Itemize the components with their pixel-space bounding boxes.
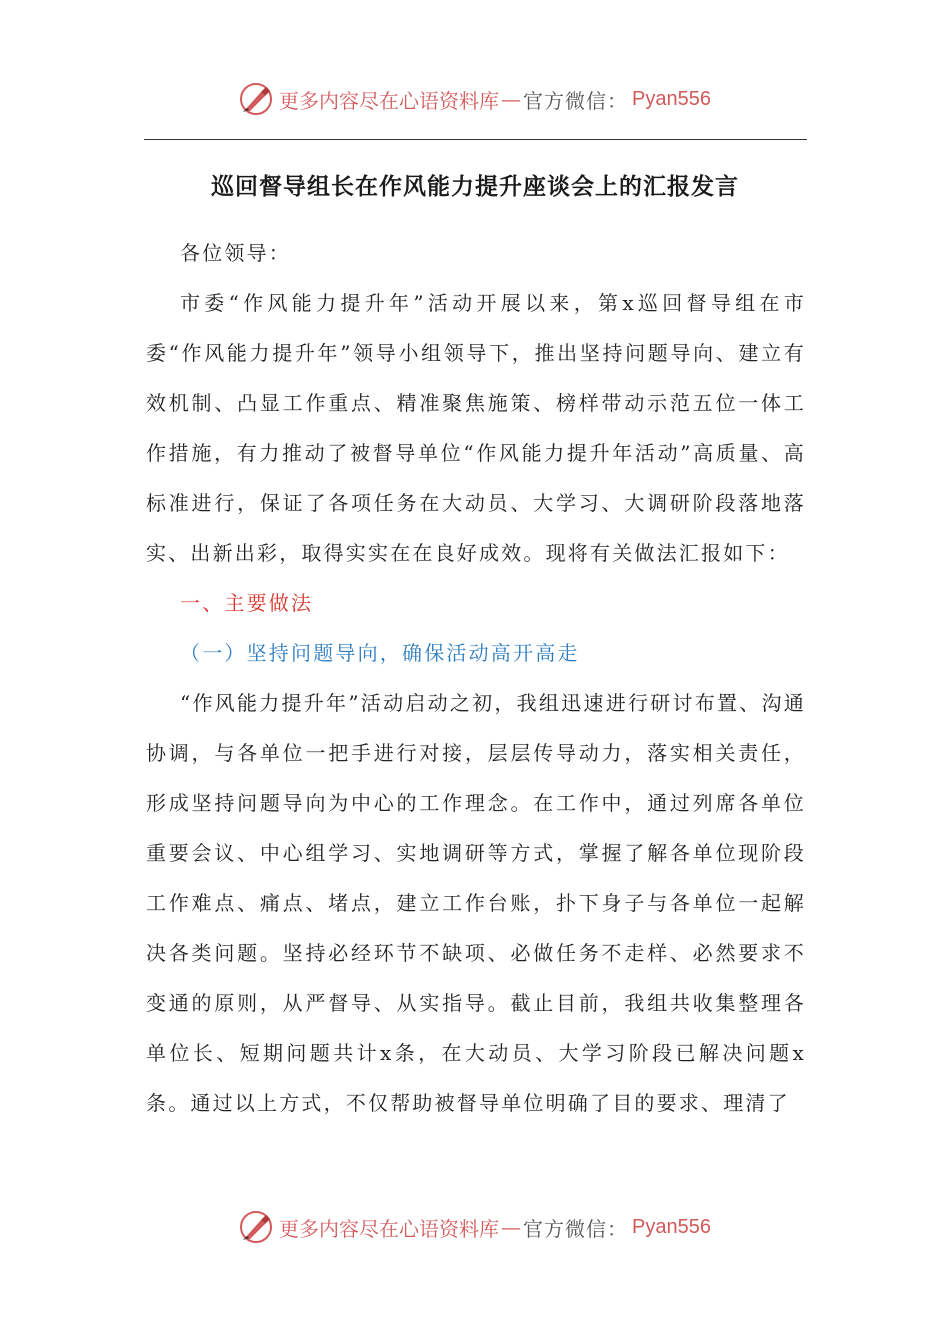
banner-handle: Pyan556 [632,1215,711,1238]
section-heading: 一、主要做法 [180,591,314,615]
document-body [146,228,806,1128]
banner-label: 官方微信： [523,1216,629,1241]
header-divider [144,139,807,140]
banner-handle: Pyan556 [632,87,711,110]
banner-separator: — [501,87,522,111]
pen-logo-icon [239,1210,273,1244]
salutation: 各位领导： [180,241,291,265]
banner-separator: — [501,1215,522,1239]
footer-banner [0,1210,950,1244]
pen-logo-icon [239,82,273,116]
intro-paragraph: 市委“作风能力提升年”活动开展以来，第x巡回督导组在市委“作风能力提升年”领导小组领导下，推出坚持问题导向、建立有效机制、凸显工作重点、精准聚焦施策、榜样带动示范五位一体工作措施，有力推动了被督导单位“作风能力提升年活动”高质量、高标准进行，保证了各项任务在大动员、大学习、大调研阶段落地落实、出新出彩，取得实实在在良好成效。现将有关做法汇报如下： [146,291,806,565]
subsection-heading: （一）坚持问题导向，确保活动高开高走 [180,641,580,665]
body-paragraph: “作风能力提升年”活动启动之初，我组迅速进行研讨布置、沟通协调，与各单位一把手进行对接，层层传导动力，落实相关责任，形成坚持问题导向为中心的工作理念。在工作中，通过列席各单位重要会议、中心组学习、实地调研等方式，掌握了解各单位现阶段工作难点、痛点、堵点，建立工作台账，扑下身子与各单位一起解决各类问题。坚持必经环节不缺项、必做任务不走样、必然要求不变通的原则，从严督导、从实指导。截止目前，我组共收集整理各单位长、短期问题共计x条，在大动员、大学习阶段已解决问题x条。通过以上方式，不仅帮助被督导单位明确了目的要求、理清了 [146,691,806,1115]
header-banner [0,82,950,116]
banner-label: 官方微信： [523,88,629,113]
document-title: 巡回督导组长在作风能力提升座谈会上的汇报发言 [211,174,739,200]
banner-slogan: 更多内容尽在心语资料库 [279,88,500,113]
banner-slogan: 更多内容尽在心语资料库 [279,1216,500,1241]
